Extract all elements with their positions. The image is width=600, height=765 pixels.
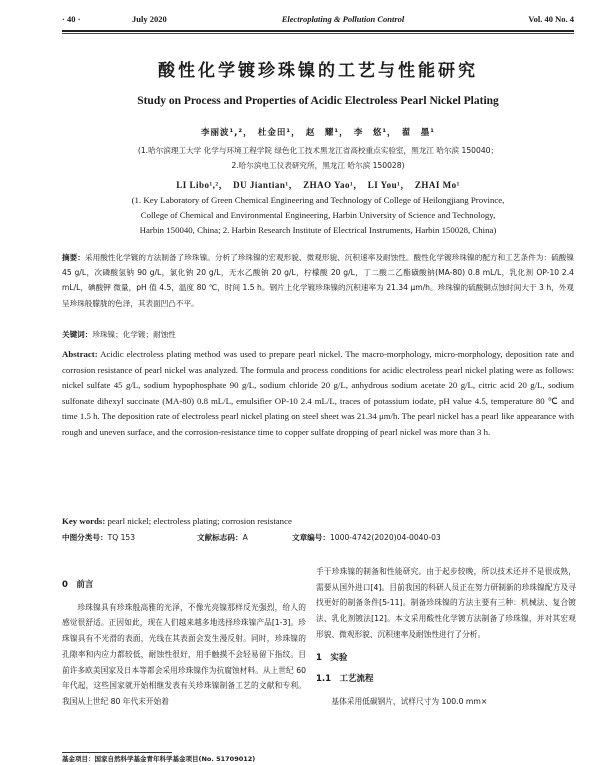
affiliation-chinese-line: 2.哈尔滨电工仪表研究所，黑龙江 哈尔滨 150028) <box>231 161 405 170</box>
article-value: 1000-4742(2020)04-0040-03 <box>329 533 441 542</box>
abstract-english-label: Abstract: <box>62 349 98 359</box>
running-header <box>62 8 574 30</box>
clc-number <box>62 532 197 543</box>
subsection-heading-process: 1.1 工艺流程 <box>316 674 374 685</box>
clc-value: TQ 153 <box>107 533 136 542</box>
footnote-rule <box>62 752 172 753</box>
introduction-paragraph-continued: 手于珍珠镍的制备和性能研究。由于起步较晚，所以技术还并不是很成熟，需要从国外进口[4]。目前我国的科研人员正在努力研制新的珍珠镍配方及寻找更好的制备条件[5-11]。制备珍珠镍的方法主要有三种：机械法、复合镀法、乳化剂镀法[12]。本文采用酸性化学镀方法制备了珍珠镍，并对其宏观形貌、微观形貌、沉积速率及耐蚀性进行了分析。 <box>316 567 576 639</box>
affiliation-english-line: College of Chemical and Environmental Engineering, Harbin University of Science and Technology, <box>140 210 496 220</box>
document-code <box>197 532 292 543</box>
keywords-chinese-text: 珍珠镍；化学镀；耐蚀性 <box>92 330 176 339</box>
process-paragraph: 基体采用低碳钢片，试样尺寸为 100.0 mm× <box>331 696 488 706</box>
classification-metadata <box>62 532 574 543</box>
keywords-english-text: pearl nickel; electroless plating; corrosion resistance <box>107 516 292 526</box>
keywords-chinese <box>62 329 574 340</box>
body-column-right <box>316 564 576 710</box>
clc-label: 中图分类号： <box>62 533 108 542</box>
affiliation-chinese-line: (1.哈尔滨理工大学 化学与环境工程学院 绿色化工技术黑龙江省高校重点实验室，黑龙江 哈尔滨 150040； <box>137 146 499 155</box>
abstract-chinese-text: 采用酸性化学镀的方法制备了珍珠镍。分析了珍珠镍的宏观形貌、微观形貌、沉积速率及耐蚀性。酸性化学镀珍珠镍的配方和工艺条件为：硫酸镍 45 g/L，次磷酸氢钠 90 g/L，氯化钠 20 g/L，无水乙酸钠 20 g/L，柠檬酸 20 g/L，丁二酸二乙酯磺酸钠(MA-80) 0.8 mL/L，乳化剂 OP-10 2.4 mL/L，碘酸钾 微量，pH 值 4.5，温度 80 ℃，时间 1.5 h。钢片上化学镀珍珠镍的沉积速率为 21.34 μm/h。珍珠镍的硫酸铜点蚀时间大于 3 h，外观呈珍珠般朦胧的色泽，其表面凹凸不平。 <box>62 253 575 308</box>
article-number <box>292 532 574 543</box>
funding-footnote: 基金项目：国家自然科学基金青年科学基金项目(No. 51709012) <box>62 755 256 763</box>
doc-value: A <box>242 533 248 542</box>
title-chinese: 酸性化学镀珍珠镍的工艺与性能研究 <box>158 61 478 81</box>
keywords-chinese-label: 关键词： <box>62 330 93 339</box>
affiliation-english-line: Harbin 150040, China; 2. Harbin Research Institute of Electrical Instruments, Harbin 150028, China) <box>139 225 497 235</box>
section-heading-introduction: 0 前言 <box>62 580 94 590</box>
header-rule-thick <box>62 30 574 32</box>
abstract-chinese <box>62 250 574 311</box>
section-heading-experiment: 1 实验 <box>316 652 348 663</box>
introduction-paragraph: 珍珠镍具有珍珠般高雅的光泽，不像光亮镍那样反光强烈，给人的感觉很舒适。正因如此，现在人们越来越多地选择珍珠镍产品[1-3]。珍珠镍具有不光滑的表面，光线在其表面会发生漫反射。同时，珍珠镍的孔隙率和内应力都较低，耐蚀性很好，用手触摸不会轻易留下指纹。目前许多欧美国家及日本等都会采用珍珠镍作为抗腐蚀材料。从上世纪 60 年代起，这些国家就开始相继发表有关珍珠镍制备工艺的文献和专利。我国从上世纪 80 年代末开始着 <box>62 602 306 706</box>
abstract-english-text: Acidic electroless plating method was used to prepare pearl nickel. The macro-morphology, micro-morphology, deposition rate and corrosion resistance of pearl nickel was analyzed. The formula and process conditions for acidic electroless pearl nickel plating were as follows: nickel sulfate 45 g/L, sodium hypophosphate 90 g/L, sodium chloride 20 g/L, anhydrous sodium acetate 20 g/L, citric acid 20 g/L, sodium sulfonate dihexyl succinate (MA-80) 0.8 mL/L, emulsifier OP-10 2.4 mL/L, traces of potassium iodate, pH value 4.5, temperature 80 ℃ and time 1.5 h. The deposition rate of electroless pearl nickel plating on steel sheet was 21.34 μm/h. The pearl nickel has a pearl like appearance with rough and uneven surface, and the corrosion-resistance time to copper sulfate dropping of pearl nickel was more than 3 h. <box>62 349 574 437</box>
authors-chinese: 李丽波¹,²， 杜金田¹， 赵 耀¹， 李 悠¹， 翟 墨¹ <box>200 128 436 138</box>
affiliation-english-line: (1. Key Laboratory of Green Chemical Engineering and Technology of College of Heilongjiang Province, <box>131 195 505 205</box>
keywords-english <box>62 516 574 526</box>
affiliation-chinese <box>62 143 574 173</box>
article-label: 文章编号： <box>292 533 330 542</box>
title-english: Study on Process and Properties of Acidic Electroless Pearl Nickel Plating <box>137 95 499 107</box>
volume-issue: Vol. 40 No. 4 <box>528 14 574 24</box>
abstract-english <box>62 347 574 441</box>
body-column-left <box>62 578 306 710</box>
authors-english: LI Libo¹,²， DU Jiantian¹， ZHAO Yao¹， LI You¹， ZHAI Mo¹ <box>176 180 460 190</box>
page-number: · 40 · <box>62 14 81 24</box>
issue-date: July 2020 <box>132 14 167 24</box>
header-rule-thin <box>62 33 574 34</box>
affiliation-english <box>62 193 574 238</box>
journal-name: Electroplating & Pollution Control <box>281 14 405 24</box>
abstract-chinese-label: 摘要： <box>62 253 85 262</box>
doc-label: 文献标志码： <box>197 533 243 542</box>
keywords-english-label: Key words: <box>62 516 106 526</box>
